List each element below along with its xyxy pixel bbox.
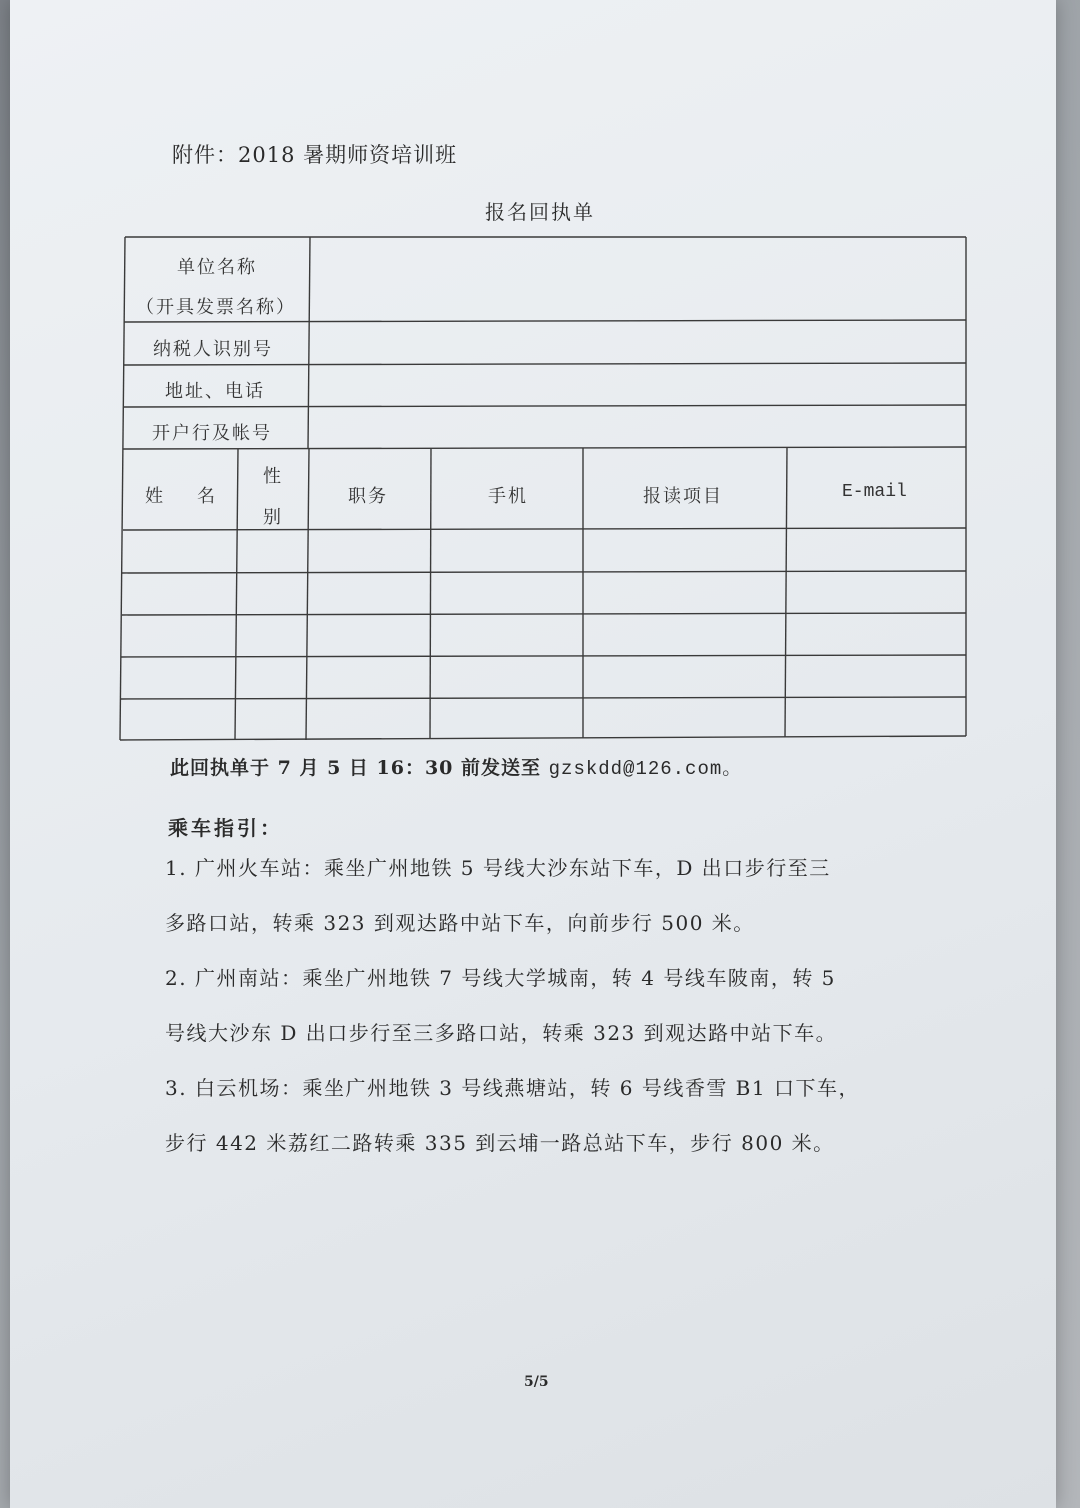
guide-line: 3. 白云机场：乘坐广州地铁 3 号线燕塘站，转 6 号线香雪 B1 口下车， — [165, 1076, 860, 1100]
column-gender-top: 性 — [263, 466, 283, 487]
guide-line: 号线大沙东 D 出口步行至三多路口站，转乘 323 到观达路中站下车。 — [165, 1021, 838, 1045]
label-taxpayer-id: 纳税人识别号 — [153, 339, 273, 360]
column-gender-bottom: 别 — [263, 507, 283, 528]
guide-title: 乘车指引： — [168, 816, 283, 840]
column-position: 职务 — [348, 486, 388, 507]
label-invoice-name: （开具发票名称） — [136, 297, 296, 318]
column-email: E-mail — [842, 482, 907, 502]
column-program: 报读项目 — [643, 486, 723, 507]
guide-line: 步行 442 米荔红二路转乘 335 到云埔一路总站下车，步行 800 米。 — [165, 1131, 835, 1155]
label-bank-account: 开户行及帐号 — [152, 423, 272, 444]
submission-notice — [170, 753, 742, 780]
form-title: 报名回执单 — [485, 200, 595, 224]
notice-text: 此回执单于 7 月 5 日 16：30 前发送至 — [170, 757, 549, 779]
label-address-phone: 地址、电话 — [165, 381, 265, 402]
column-name: 姓 名 — [145, 486, 223, 507]
guide-line: 2. 广州南站：乘坐广州地铁 7 号线大学城南，转 4 号线车陂南，转 5 — [165, 966, 836, 990]
notice-email: gzskdd@126.com。 — [548, 758, 743, 780]
page-number: 5/5 — [524, 1374, 549, 1390]
label-unit-name: 单位名称 — [177, 257, 257, 278]
column-mobile: 手机 — [488, 486, 528, 507]
attachment-title: 附件：2018 暑期师资培训班 — [172, 143, 458, 167]
guide-line: 1. 广州火车站：乘坐广州地铁 5 号线大沙东站下车，D 出口步行至三 — [165, 856, 831, 880]
guide-line: 多路口站，转乘 323 到观达路中站下车，向前步行 500 米。 — [165, 911, 755, 935]
